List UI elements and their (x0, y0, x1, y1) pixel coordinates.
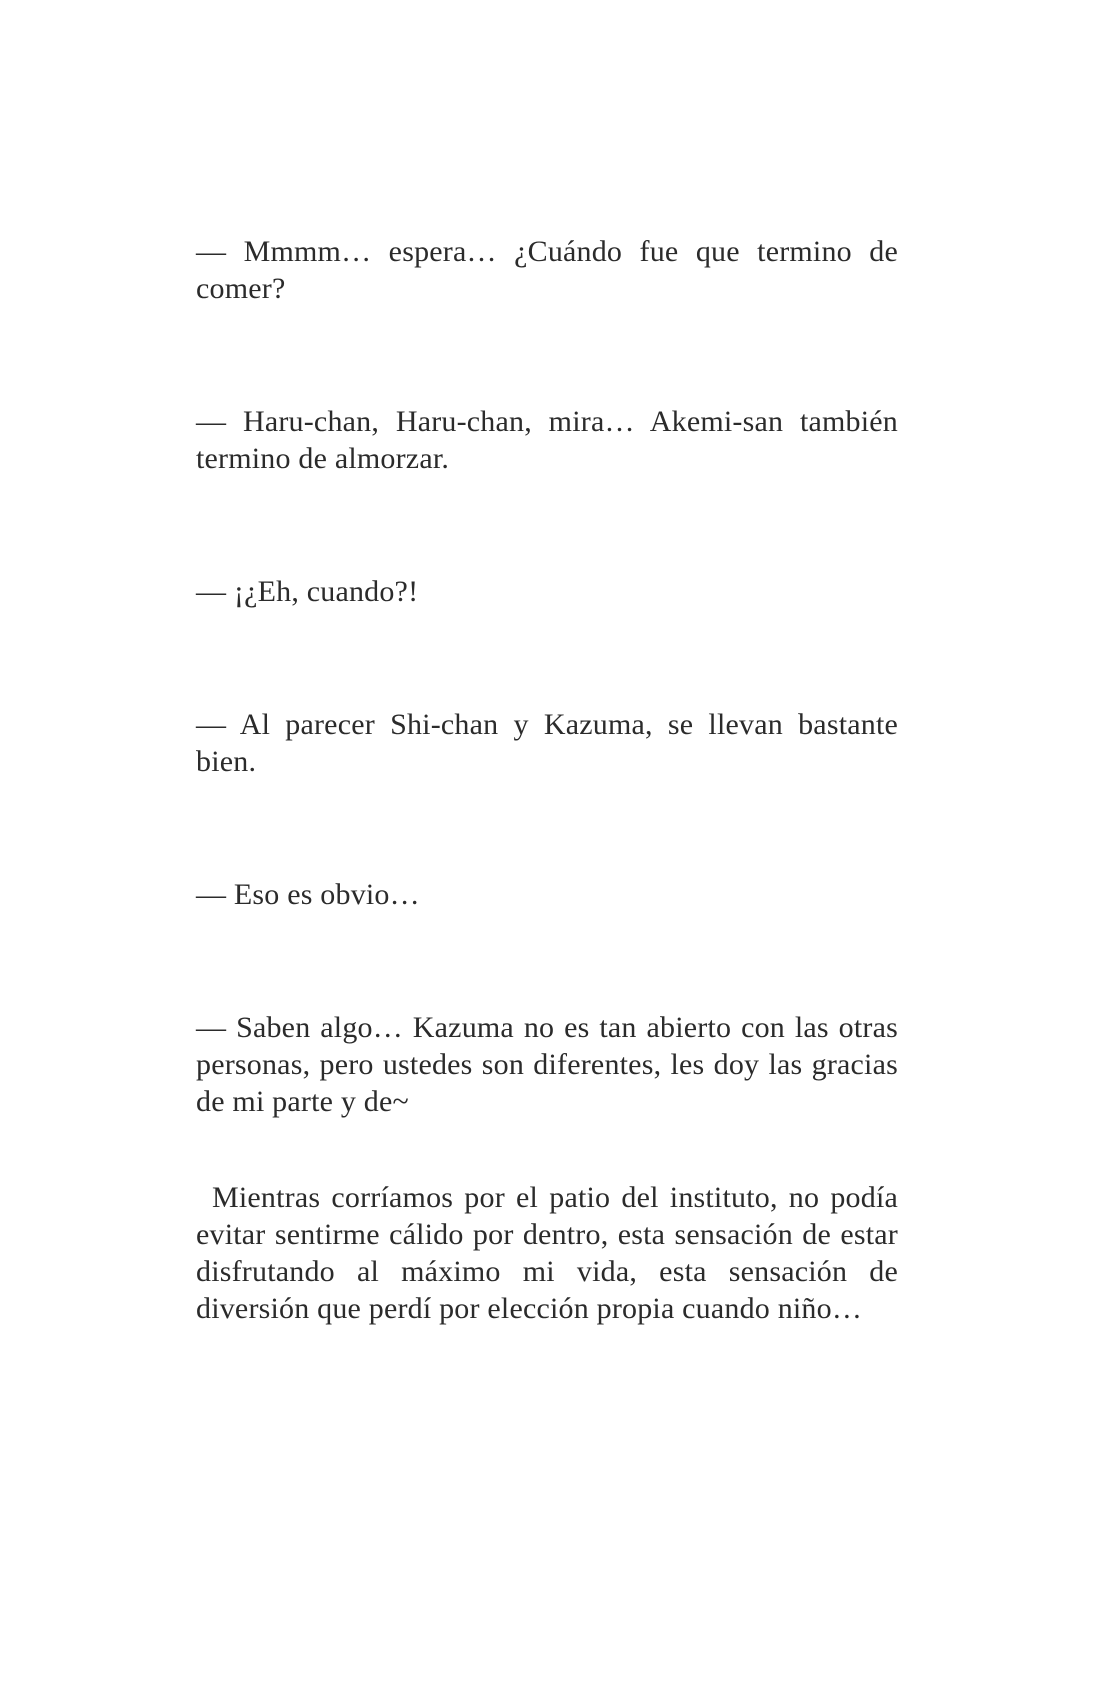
dialogue-line-6: — Saben algo… Kazuma no es tan abierto con las otras personas, pero ustedes son diferentes, les doy las gracias de mi parte y de~ (196, 1011, 898, 1118)
dialogue-line-5: — Eso es obvio… (196, 878, 420, 911)
dialogue-line-1: — Mmmm… espera… ¿Cuándo fue que termino de comer? (196, 235, 898, 305)
dialogue-line-4: — Al parecer Shi-chan y Kazuma, se llevan bastante bien. (196, 708, 898, 778)
narration-paragraph: Mientras corríamos por el patio del instituto, no podía evitar sentirme cálido por dentro, esta sensación de estar disfrutando al máximo mi vida, esta sensación de diversión que perdí por elección propia cuando niño… (196, 1181, 898, 1325)
dialogue-line-2: — Haru-chan, Haru-chan, mira… Akemi-san también termino de almorzar. (196, 405, 898, 475)
dialogue-line-3: — ¡¿Eh, cuando?! (196, 575, 419, 608)
